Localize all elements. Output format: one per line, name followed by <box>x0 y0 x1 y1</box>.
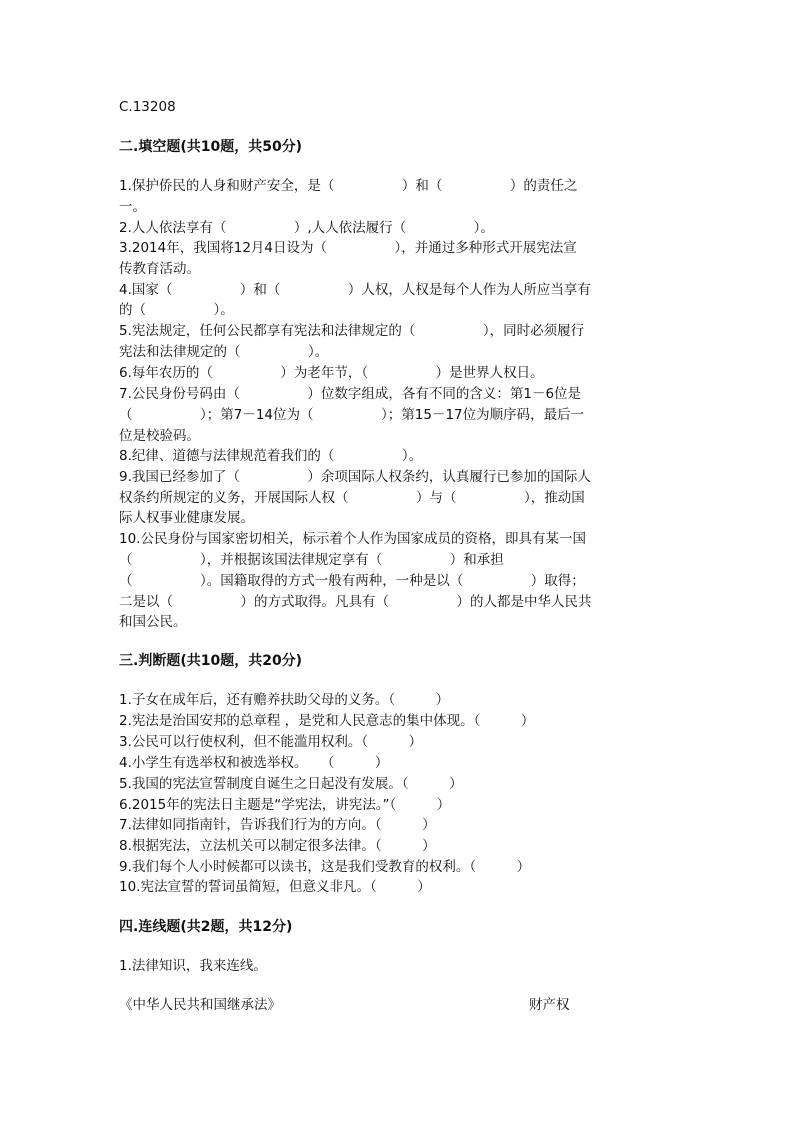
fill-line: 1.保护侨民的人身和财产安全，是（ ）和（ ）的责任之 <box>119 178 578 194</box>
judge-line: 6.2015年的宪法日主题是“学宪法，讲宪法。”（ ） <box>119 797 451 813</box>
judge-line: 4.小学生有选举权和被选举权。 （ ） <box>119 755 389 771</box>
match-instruction: 1.法律知识，我来连线。 <box>119 958 267 974</box>
section3-heading: 三.判断题(共10题，共20分) <box>119 653 303 669</box>
fill-line: 3.2014年，我国将12月4日设为（ ），并通过多种形式开展宪法宣 <box>119 240 577 256</box>
fill-line: （ ）；第7－14位为（ ）；第15－17位为顺序码，最后一 <box>119 407 585 423</box>
fill-line: 权条约所规定的义务，开展国际人权（ ）与（ ），推动国 <box>119 490 585 506</box>
judge-line: 2.宪法是治国安邦的总章程 ，是党和人民意志的集中体现。（ ） <box>119 713 535 729</box>
judge-line: 10.宪法宣誓的誓词虽简短，但意义非凡。（ ） <box>119 879 431 895</box>
fill-line: 6.每年农历的（ ）为老年节，（ ）是世界人权日。 <box>119 365 544 381</box>
fill-line: 4.国家（ ）和（ ）人权，人权是每个人作为人所应当享有 <box>119 282 591 298</box>
section2-heading: 二.填空题(共10题，共50分) <box>119 139 303 155</box>
fill-line: 8.纪律、道德与法律规范着我们的（ ）。 <box>119 448 423 464</box>
judge-line: 8.根据宪法，立法机关可以制定很多法律。（ ） <box>119 838 436 854</box>
fill-line: 10.公民身份与国家密切相关，标示着个人作为国家成员的资格，即具有某一国 <box>119 531 586 547</box>
fill-line: 7.公民身份号码由（ ）位数字组成，各有不同的含义：第1－6位是 <box>119 386 582 402</box>
fill-line: （ ）。国籍取得的方式一般有两种，一种是以（ ）取得； <box>119 573 585 589</box>
judge-line: 3.公民可以行使权利，但不能滥用权利。（ ） <box>119 734 423 750</box>
fill-line: 5.宪法规定，任何公民都享有宪法和法律规定的（ ），同时必须履行 <box>119 323 585 339</box>
fill-line: 9.我国已经参加了（ ）余项国际人权条约，认真履行已参加的国际人 <box>119 469 591 485</box>
fill-line: 宪法和法律规定的（ ）。 <box>119 344 329 360</box>
section4-heading: 四.连线题(共2题，共12分) <box>119 919 293 935</box>
judge-line: 9.我们每个人小时候都可以读书，这是我们受教育的权利。（ ） <box>119 859 531 875</box>
judge-line: 1.子女在成年后，还有赡养扶助父母的义务。（ ） <box>119 692 450 708</box>
fill-line: 际人权事业健康发展。 <box>119 510 254 526</box>
match-left-item[interactable]: 《中华人民共和国继承法》 <box>119 997 281 1013</box>
fill-line: 位是校验码。 <box>119 428 200 444</box>
fill-line: 2.人人依法享有（ ）,人人依法履行（ ）。 <box>119 220 494 236</box>
fill-line: 二是以（ ）的方式取得。凡具有（ ）的人都是中华人民共 <box>119 594 592 610</box>
judge-line: 5.我国的宪法宣誓制度自诞生之日起没有发展。（ ） <box>119 776 463 792</box>
fill-line: 传教育活动。 <box>119 261 200 277</box>
fill-line: 和国公民。 <box>119 614 187 630</box>
fill-line: 一。 <box>119 199 146 215</box>
match-right-item[interactable]: 财产权 <box>529 997 570 1013</box>
fill-line: （ ），并根据该国法律规定享有（ ）和承担 <box>119 552 504 568</box>
fill-line: 的（ ）。 <box>119 302 234 318</box>
option-c: C.13208 <box>119 99 176 115</box>
judge-line: 7.法律如同指南针，告诉我们行为的方向。（ ） <box>119 817 436 833</box>
